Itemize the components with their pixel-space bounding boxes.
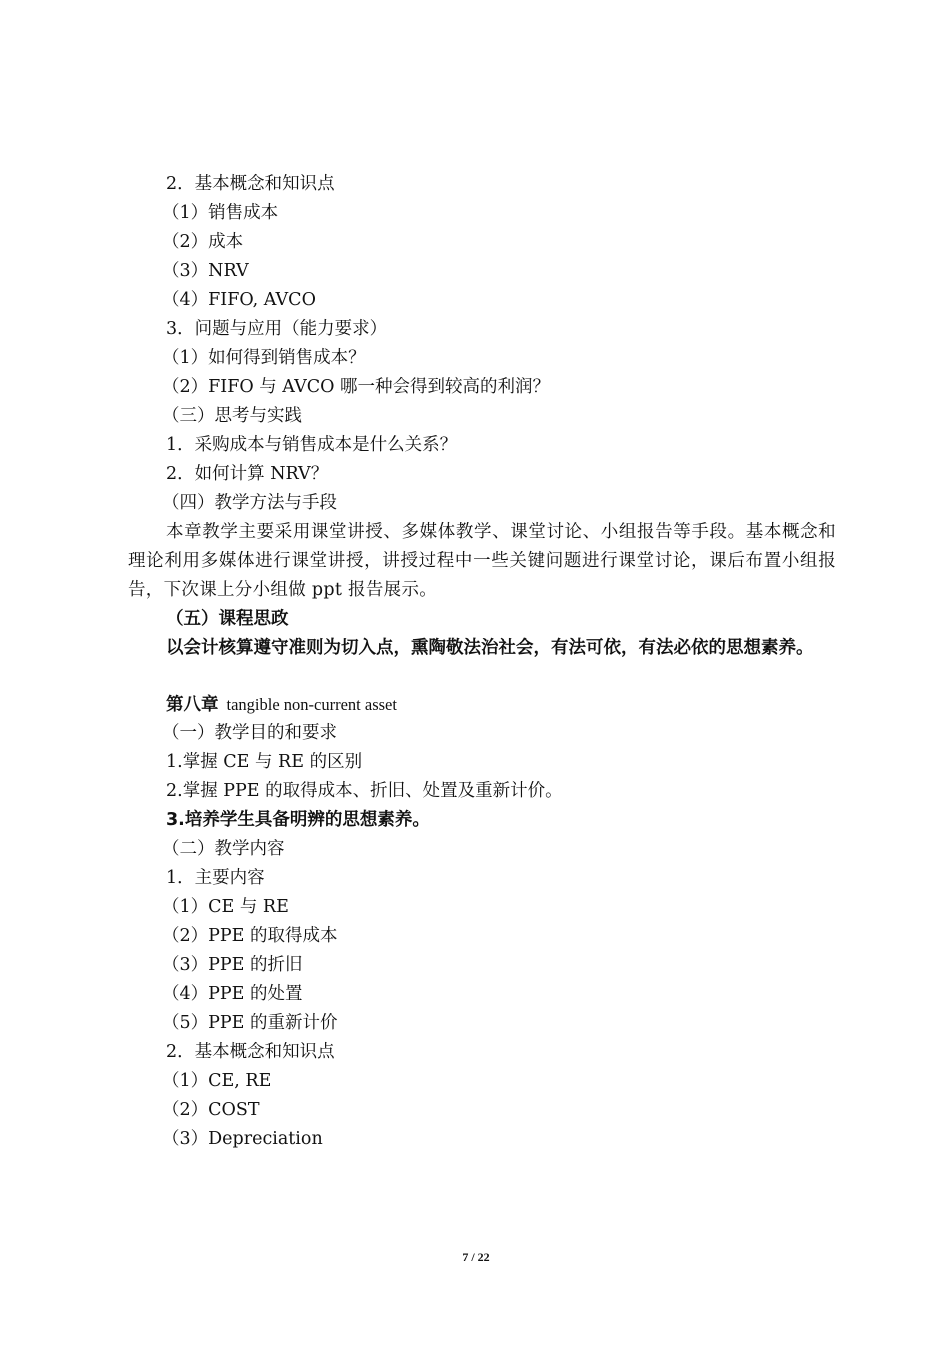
chapter-title (128, 690, 836, 719)
list-item: （4）FIFO, AVCO (162, 290, 316, 310)
list-item: 2．如何计算 NRV？ (166, 464, 329, 484)
list-item: （1）CE, RE (162, 1071, 272, 1091)
list-item: （3）Depreciation (162, 1129, 323, 1149)
chapter-name: tangible non-current asset (226, 695, 397, 714)
ideology-paragraph: 以会计核算遵守准则为切入点，熏陶敬法治社会，有法可依，有法必依的思想素养。 (166, 638, 814, 658)
list-item: 1.掌握 CE 与 RE 的区别 (166, 752, 363, 772)
list-item: （1）CE 与 RE (162, 897, 289, 917)
list-item: （2）PPE 的取得成本 (162, 926, 338, 946)
section-heading: （一）教学目的和要求 (162, 723, 337, 743)
ideology-heading: （五）课程思政 (166, 609, 289, 629)
list-item: 2．基本概念和知识点 (166, 1042, 335, 1062)
teaching-method-paragraph: 本章教学主要采用课堂讲授、多媒体教学、课堂讨论、小组报告等手段。基本概念和理论利用多媒体进行课堂讲授，讲授过程中一些关键问题进行课堂讨论，课后布置小组报告，下次课上分小组做 ppt 报告展示。 (128, 522, 836, 600)
list-item: （2）成本 (162, 232, 244, 252)
list-item: 2．基本概念和知识点 (166, 174, 335, 194)
list-item: 1．采购成本与销售成本是什么关系？ (166, 435, 458, 455)
section-heading: （四）教学方法与手段 (162, 493, 337, 513)
list-item: （1）如何得到销售成本？ (162, 348, 366, 368)
list-item: （1）销售成本 (162, 203, 279, 223)
list-item: 3．问题与应用（能力要求） (166, 319, 388, 339)
page-content (128, 170, 836, 1154)
list-item: （5）PPE 的重新计价 (162, 1013, 338, 1033)
list-item: 2.掌握 PPE 的取得成本、折旧、处置及重新计价。 (166, 781, 563, 801)
list-item: （4）PPE 的处置 (162, 984, 303, 1004)
list-item: 3.培养学生具备明辨的思想素养。 (166, 810, 430, 830)
list-item: （2）COST (162, 1100, 260, 1120)
page-number: 7 / 22 (462, 1250, 490, 1264)
chapter-number: 第八章 (166, 695, 219, 715)
list-item: （3）PPE 的折旧 (162, 955, 303, 975)
list-item: 1．主要内容 (166, 868, 265, 888)
section-heading: （三）思考与实践 (162, 406, 302, 426)
spacer (128, 663, 836, 690)
section-heading: （二）教学内容 (162, 839, 285, 859)
list-item: （2）FIFO 与 AVCO 哪一种会得到较高的利润？ (162, 377, 551, 397)
list-item: （3）NRV (162, 261, 249, 281)
